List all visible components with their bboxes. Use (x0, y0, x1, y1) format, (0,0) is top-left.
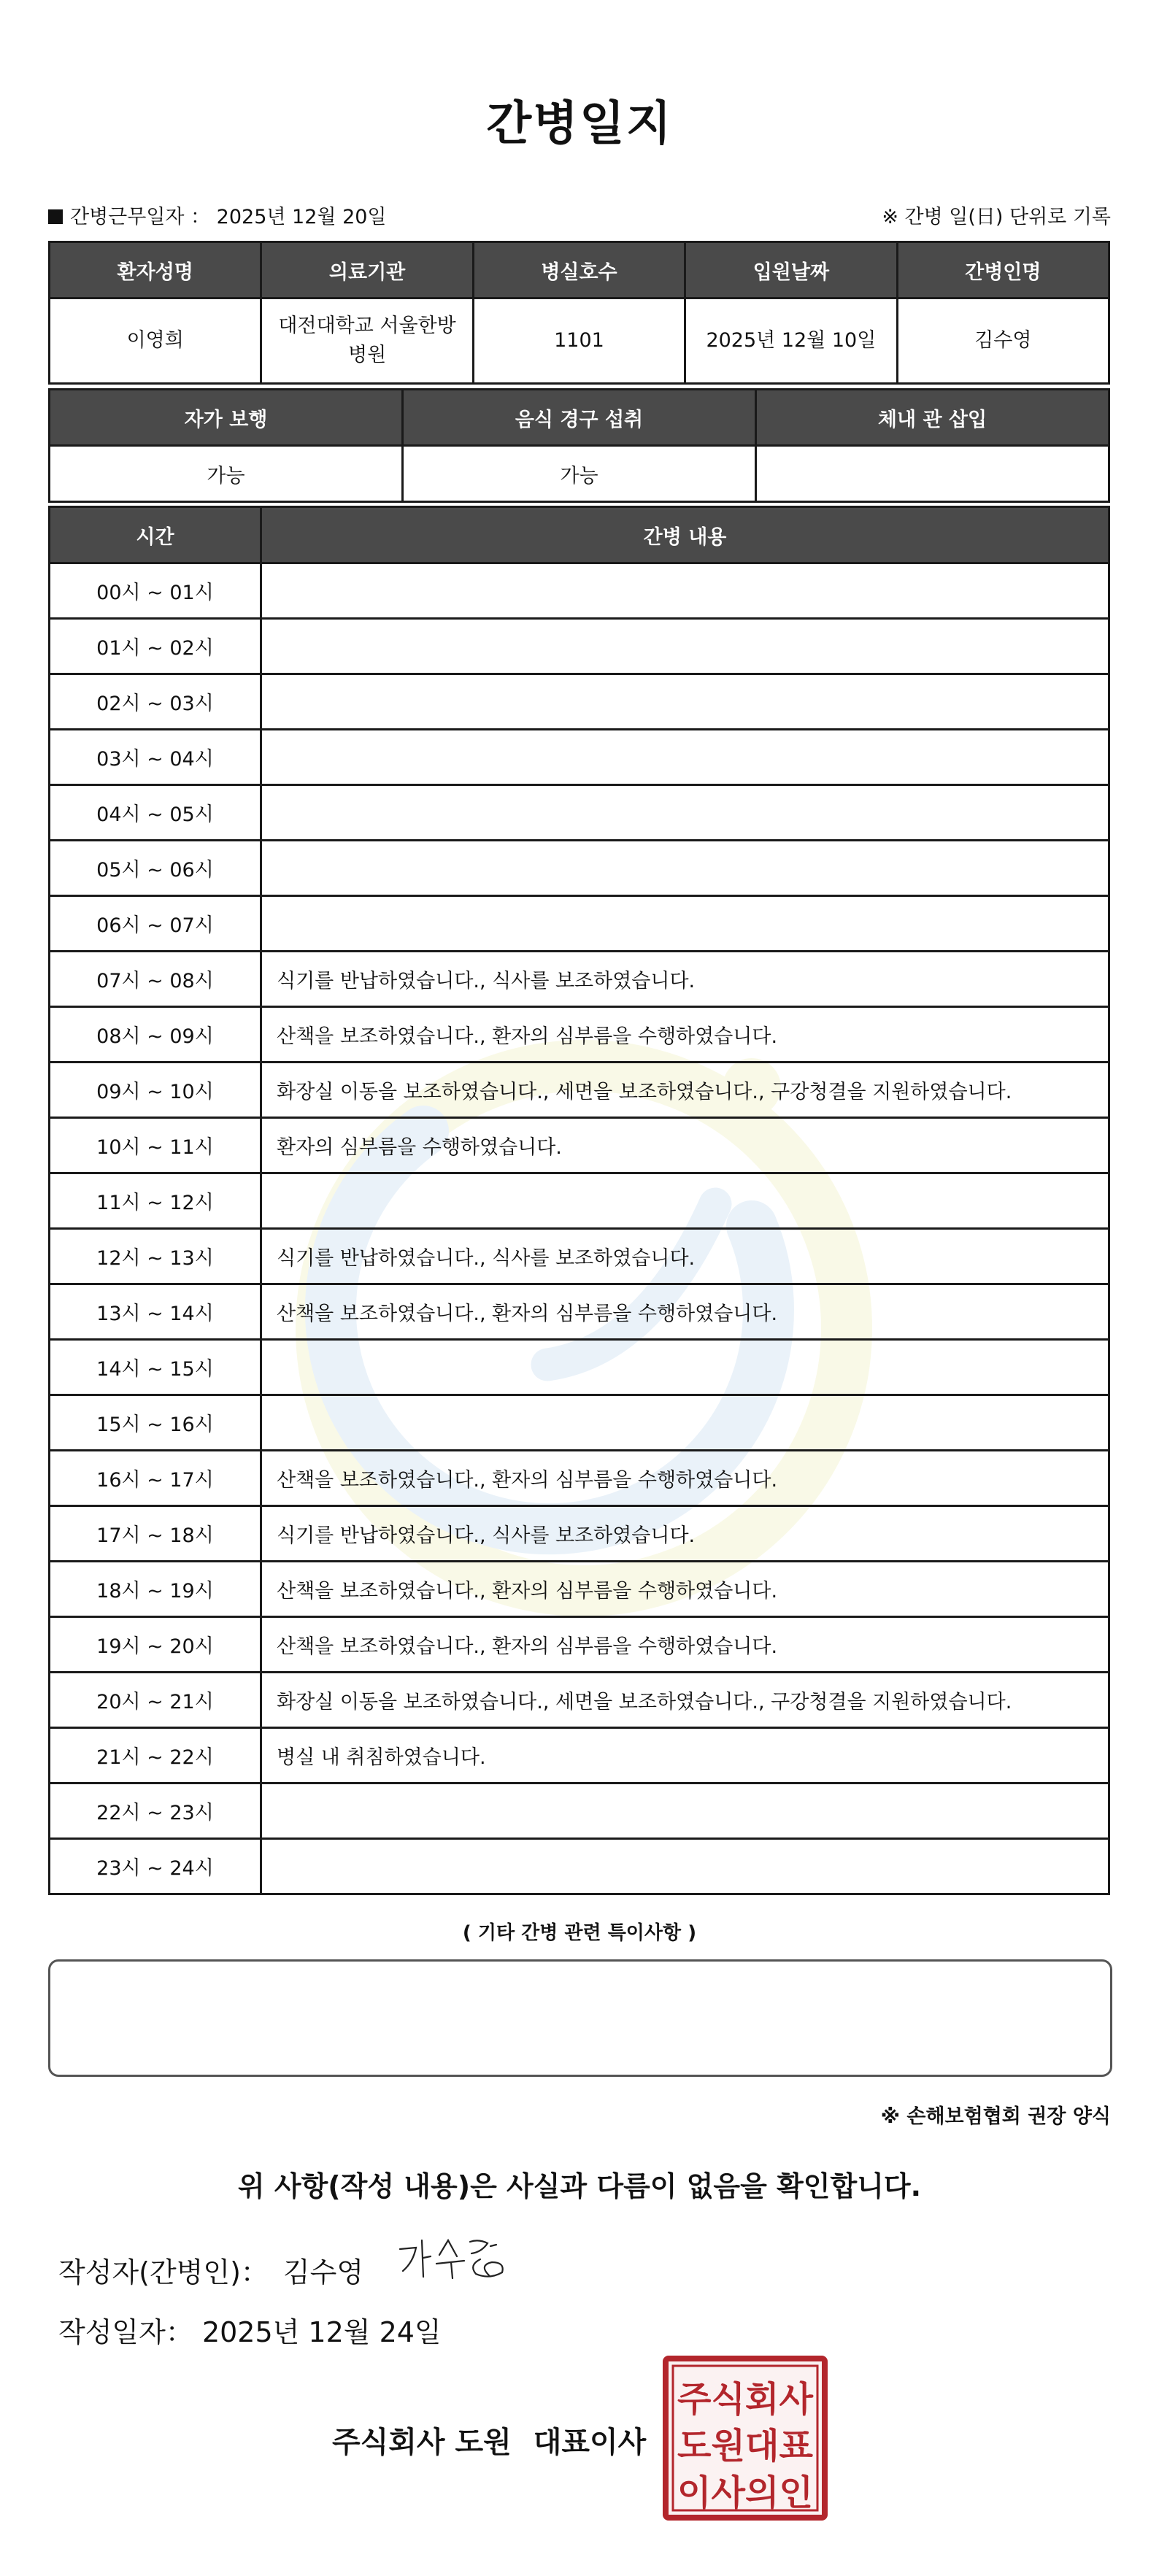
care-content: 산책을 보조하였습니다., 환자의 심부름을 수행하였습니다. (261, 1562, 1109, 1617)
duty-label: 간병근무일자 ： (70, 206, 211, 228)
care-content (261, 1173, 1109, 1229)
care-content (261, 1839, 1109, 1894)
care-content: 산책을 보조하였습니다., 환자의 심부름을 수행하였습니다. (261, 1007, 1109, 1063)
time-slot: 19시 ~ 20시 (50, 1617, 261, 1673)
header-room: 병실호수 (473, 242, 685, 298)
header-self-walking: 자가 보행 (50, 390, 403, 446)
record-note: ※ 간병 일(日) 단위로 기록 (882, 206, 1111, 228)
time-slot: 06시 ~ 07시 (50, 896, 261, 952)
table-row (50, 1284, 1109, 1340)
notes-title: ( 기타 간병 관련 특이사항 ) (462, 1922, 697, 1944)
time-slot: 18시 ~ 19시 (50, 1562, 261, 1617)
time-slot: 14시 ~ 15시 (50, 1340, 261, 1395)
seal-line-3: 이사의인 (677, 2472, 813, 2513)
care-content: 화장실 이동을 보조하였습니다., 세면을 보조하였습니다., 구강청결을 지원하였습니다. (261, 1063, 1109, 1118)
time-slot: 15시 ~ 16시 (50, 1395, 261, 1451)
care-content (261, 1340, 1109, 1395)
oral-intake-value: 가능 (403, 446, 756, 502)
table-row (50, 1562, 1109, 1617)
written-date-line (58, 2310, 442, 2350)
header-tube-insertion: 체내 관 삽입 (756, 390, 1109, 446)
hospital-name (261, 298, 473, 384)
time-slot: 03시 ~ 04시 (50, 730, 261, 785)
notes-box (48, 1959, 1112, 2077)
hospital-line-2: 병원 (348, 344, 387, 366)
care-content: 산책을 보조하였습니다., 환자의 심부름을 수행하였습니다. (261, 1617, 1109, 1673)
table-row (50, 1506, 1109, 1562)
header-time: 시간 (50, 507, 261, 563)
handwritten-signature (394, 2233, 525, 2291)
table-row (50, 674, 1109, 730)
header-patient-name: 환자성명 (50, 242, 261, 298)
written-date-label: 작성일자： (58, 2316, 193, 2348)
writer-label: 작성자(간병인)： (58, 2256, 269, 2288)
table-row (50, 730, 1109, 785)
care-content (261, 1395, 1109, 1451)
care-content (261, 730, 1109, 785)
time-slot: 04시 ~ 05시 (50, 785, 261, 841)
care-content: 화장실 이동을 보조하였습니다., 세면을 보조하였습니다., 구강청결을 지원하였습니다. (261, 1673, 1109, 1728)
care-content (261, 785, 1109, 841)
table-row (50, 896, 1109, 952)
table-row (50, 1063, 1109, 1118)
time-slot: 00시 ~ 01시 (50, 563, 261, 619)
care-content (261, 563, 1109, 619)
table-row (50, 1118, 1109, 1173)
table-row (50, 1229, 1109, 1284)
time-slot: 09시 ~ 10시 (50, 1063, 261, 1118)
table-row (50, 1173, 1109, 1229)
table-row (50, 563, 1109, 619)
time-slot: 16시 ~ 17시 (50, 1451, 261, 1506)
time-slot: 02시 ~ 03시 (50, 674, 261, 730)
header-care-content: 간병 내용 (261, 507, 1109, 563)
care-content: 환자의 심부름을 수행하였습니다. (261, 1118, 1109, 1173)
time-slot: 07시 ~ 08시 (50, 952, 261, 1007)
duty-date-line (48, 201, 387, 229)
time-slot: 05시 ~ 06시 (50, 841, 261, 896)
time-slot: 13시 ~ 14시 (50, 1284, 261, 1340)
care-content (261, 896, 1109, 952)
table-row (50, 1395, 1109, 1451)
company-title: 대표이사 (533, 2426, 647, 2459)
patient-info-table (48, 241, 1110, 385)
time-slot: 23시 ~ 24시 (50, 1839, 261, 1894)
time-slot: 08시 ~ 09시 (50, 1007, 261, 1063)
time-slot: 20시 ~ 21시 (50, 1673, 261, 1728)
care-content (261, 1783, 1109, 1839)
page-title: 간병일지 (486, 97, 673, 151)
company-name: 주식회사 도원 (332, 2426, 512, 2459)
care-content: 식기를 반납하였습니다., 식사를 보조하였습니다. (261, 1229, 1109, 1284)
time-slot: 11시 ~ 12시 (50, 1173, 261, 1229)
care-content: 산책을 보조하였습니다., 환자의 심부름을 수행하였습니다. (261, 1284, 1109, 1340)
square-bullet-icon (48, 209, 63, 224)
patient-name: 이영희 (50, 298, 261, 384)
care-content: 병실 내 취침하였습니다. (261, 1728, 1109, 1783)
table-row (50, 1728, 1109, 1783)
table-row (50, 1451, 1109, 1506)
self-walking-value: 가능 (50, 446, 403, 502)
care-content (261, 674, 1109, 730)
seal-line-2: 도원대표 (677, 2426, 814, 2467)
table-row (50, 619, 1109, 674)
table-row (50, 841, 1109, 896)
table-row (50, 1839, 1109, 1894)
time-slot: 22시 ~ 23시 (50, 1783, 261, 1839)
writer-name: 김수영 (282, 2256, 364, 2288)
care-log-table (48, 506, 1110, 1895)
table-row (50, 1340, 1109, 1395)
duty-date: 2025년 12월 20일 (216, 206, 387, 228)
writer-line (58, 2250, 363, 2290)
table-row (50, 785, 1109, 841)
seal-line-1: 주식회사 (677, 2379, 814, 2420)
care-content (261, 619, 1109, 674)
table-row (50, 1783, 1109, 1839)
time-slot: 21시 ~ 22시 (50, 1728, 261, 1783)
care-content: 산책을 보조하였습니다., 환자의 심부름을 수행하였습니다. (261, 1451, 1109, 1506)
header-admit-date: 입원날짜 (685, 242, 897, 298)
time-slot: 10시 ~ 11시 (50, 1118, 261, 1173)
header-oral-intake: 음식 경구 섭취 (403, 390, 756, 446)
care-content: 식기를 반납하였습니다., 식사를 보조하였습니다. (261, 1506, 1109, 1562)
admit-date: 2025년 12월 10일 (685, 298, 897, 384)
hospital-line-1: 대전대학교 서울한방 (278, 315, 456, 337)
tube-insertion-value (756, 446, 1109, 502)
room-number: 1101 (473, 298, 685, 384)
caregiver-name: 김수영 (897, 298, 1109, 384)
form-note: ※ 손해보험협회 권장 양식 (880, 2105, 1111, 2128)
header-hospital: 의료기관 (261, 242, 473, 298)
table-row (50, 1673, 1109, 1728)
header-caregiver: 간병인명 (897, 242, 1109, 298)
care-content: 식기를 반납하였습니다., 식사를 보조하였습니다. (261, 952, 1109, 1007)
patient-status-table (48, 388, 1110, 503)
time-slot: 12시 ~ 13시 (50, 1229, 261, 1284)
table-row (50, 1617, 1109, 1673)
confirmation-statement: 위 사항(작성 내용)은 사실과 다름이 없음을 확인합니다. (237, 2170, 922, 2202)
time-slot: 17시 ~ 18시 (50, 1506, 261, 1562)
written-date: 2025년 12월 24일 (201, 2316, 442, 2348)
care-content (261, 841, 1109, 896)
company-line (332, 2419, 646, 2461)
table-row (50, 952, 1109, 1007)
company-seal (663, 2356, 828, 2521)
table-row (50, 1007, 1109, 1063)
time-slot: 01시 ~ 02시 (50, 619, 261, 674)
